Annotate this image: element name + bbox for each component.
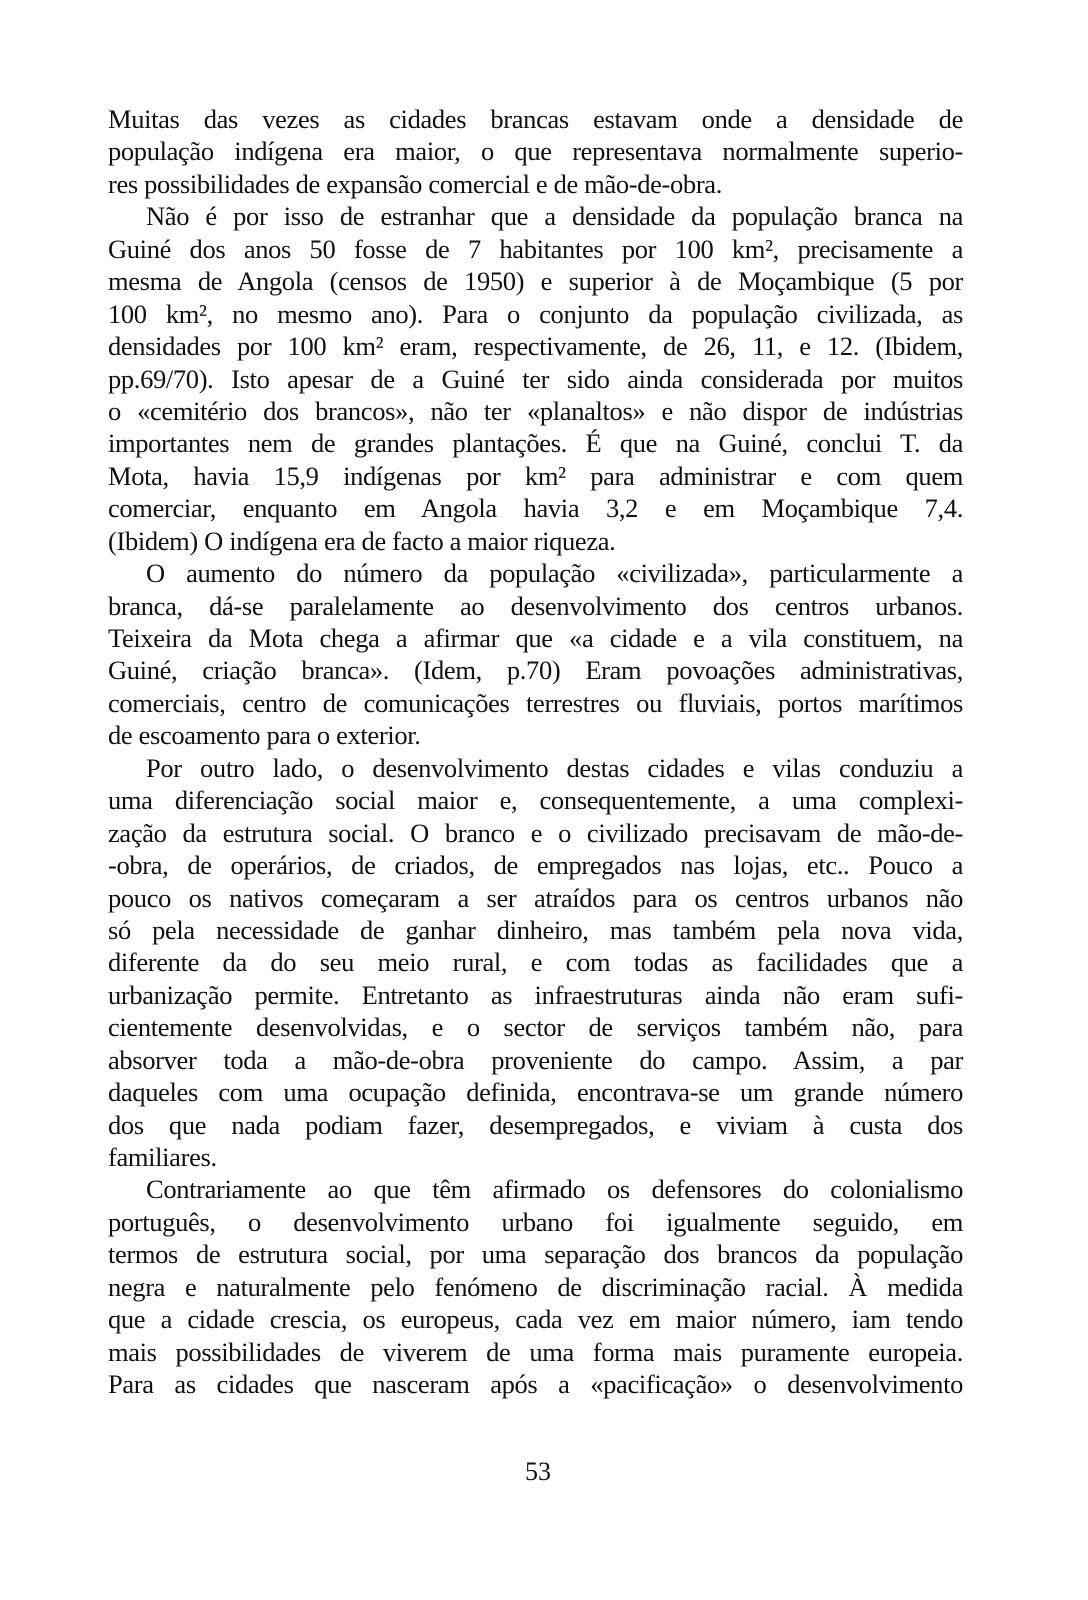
text-line: português, o desenvolvimento urbano foi igualmente seguido, em bbox=[108, 1206, 963, 1237]
text-line: cientemente desenvolvidas, e o sector de serviços também não, para bbox=[108, 1012, 963, 1043]
text-line: Teixeira da Mota chega a afirmar que «a cidade e a vila constituem, na bbox=[108, 623, 963, 653]
text-line: Para as cidades que nasceram após a «pacificação» o desenvolvimento bbox=[108, 1369, 963, 1400]
text-line: -obra, de operários, de criados, de empregados nas lojas, etc.. Pouco a bbox=[108, 850, 963, 881]
paragraph-1 bbox=[108, 103, 963, 200]
text-line: mais possibilidades de viverem de uma forma mais puramente europeia. bbox=[108, 1336, 963, 1367]
text-line: de escoamento para o exterior. bbox=[108, 720, 421, 751]
text-line: uma diferenciação social maior e, consequentemente, a uma complexi- bbox=[108, 785, 963, 816]
text-line: branca, dá-se paralelamente ao desenvolvimento dos centros urbanos. bbox=[108, 590, 963, 621]
text-line: urbanização permite. Entretanto as infraestruturas ainda não eram sufi- bbox=[108, 979, 963, 1010]
paragraph-4 bbox=[108, 752, 963, 1174]
text-line: o «cemitério dos brancos», não ter «planaltos» e não dispor de indústrias bbox=[108, 395, 963, 426]
text-line: Contrariamente ao que têm afirmado os defensores do colonialismo bbox=[146, 1174, 963, 1205]
text-line: comerciar, enquanto em Angola havia 3,2 e em Moçambique 7,4. bbox=[108, 493, 963, 524]
paragraph-2 bbox=[108, 200, 963, 557]
text-line: negra e naturalmente pelo fenómeno de discriminação racial. À medida bbox=[108, 1271, 963, 1302]
text-line: Mota, havia 15,9 indígenas por km² para administrar e com quem bbox=[108, 460, 963, 491]
paragraph-3 bbox=[108, 557, 963, 752]
text-line: termos de estrutura social, por uma separação dos brancos da população bbox=[108, 1239, 963, 1270]
paragraph-5 bbox=[108, 1173, 963, 1400]
text-line: absorver toda a mão-de-obra proveniente do campo. Assim, a par bbox=[108, 1044, 963, 1075]
text-line: Guiné dos anos 50 fosse de 7 habitantes por 100 km², precisamente a bbox=[108, 233, 963, 264]
text-line: comerciais, centro de comunicações terrestres ou fluviais, portos marítimos bbox=[108, 687, 963, 718]
text-line: 100 km², no mesmo ano). Para o conjunto da população civilizada, as bbox=[108, 298, 963, 329]
text-line: Guiné, criação branca». (Idem, p.70) Eram povoações administrativas, bbox=[108, 655, 963, 686]
text-line: res possibilidades de expansão comercial e de mão-de-obra. bbox=[108, 168, 722, 199]
text-line: zação da estrutura social. O branco e o civilizado precisavam de mão-de- bbox=[108, 817, 963, 848]
text-line: mesma de Angola (censos de 1950) e superior à de Moçambique (5 por bbox=[108, 266, 963, 297]
text-line: pouco os nativos começaram a ser atraídos para os centros urbanos não bbox=[108, 882, 963, 913]
text-line: densidades por 100 km² eram, respectivamente, de 26, 11, e 12. (Ibidem, bbox=[108, 331, 963, 362]
text-line: Não é por isso de estranhar que a densidade da população branca na bbox=[146, 201, 963, 232]
text-line: diferente da do seu meio rural, e com todas as facilidades que a bbox=[108, 947, 963, 978]
page-number: 53 bbox=[525, 1457, 551, 1486]
text-line: O aumento do número da população «civilizada», particularmente a bbox=[146, 558, 963, 589]
document-page bbox=[108, 103, 963, 1401]
text-line: dos que nada podiam fazer, desempregados, e viviam à custa dos bbox=[108, 1109, 963, 1140]
text-line: importantes nem de grandes plantações. É que na Guiné, conclui T. da bbox=[108, 428, 963, 459]
text-line: daqueles com uma ocupação definida, encontrava-se um grande número bbox=[108, 1077, 963, 1108]
text-line: só pela necessidade de ganhar dinheiro, mas também pela nova vida, bbox=[108, 914, 963, 945]
text-line: que a cidade crescia, os europeus, cada vez em maior número, iam tendo bbox=[108, 1304, 963, 1335]
text-line: (Ibidem) O indígena era de facto a maior riqueza. bbox=[108, 525, 616, 556]
text-line: familiares. bbox=[108, 1142, 217, 1172]
text-line: população indígena era maior, o que representava normalmente superio- bbox=[108, 136, 963, 167]
text-line: Muitas das vezes as cidades brancas estavam onde a densidade de bbox=[108, 104, 963, 134]
text-line: pp.69/70). Isto apesar de a Guiné ter sido ainda considerada por muitos bbox=[108, 363, 963, 394]
text-line: Por outro lado, o desenvolvimento destas cidades e vilas conduziu a bbox=[146, 752, 963, 783]
